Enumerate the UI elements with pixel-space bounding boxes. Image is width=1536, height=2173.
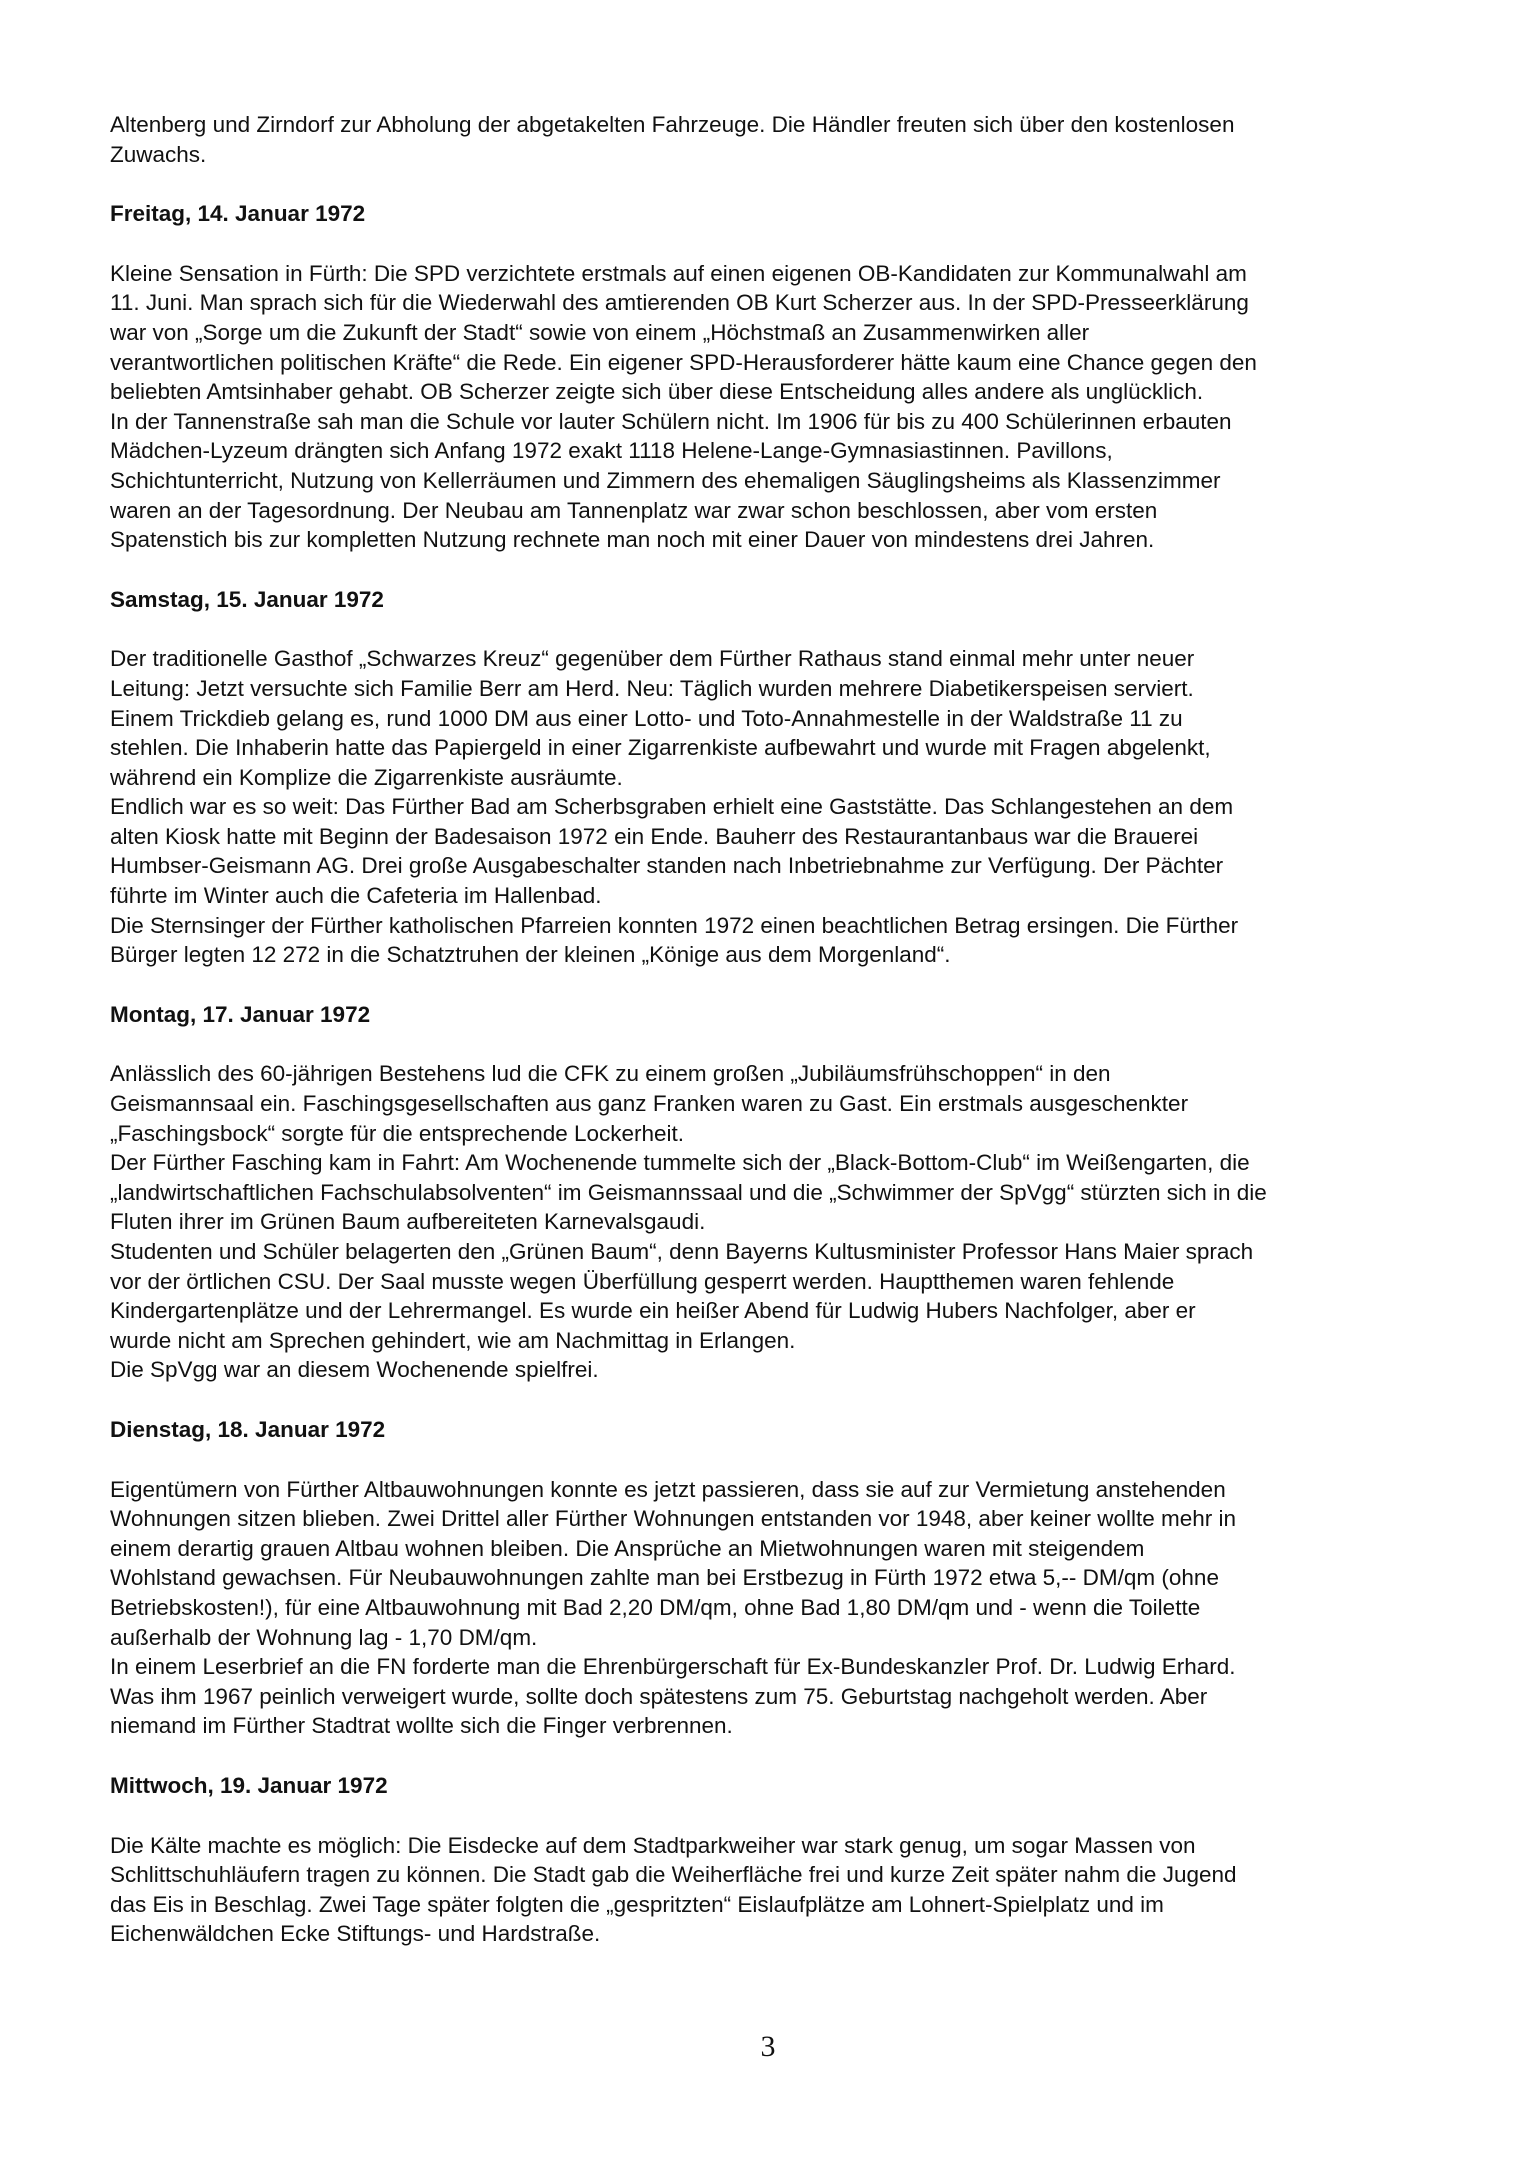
section-heading: Montag, 17. Januar 1972 (110, 1001, 371, 1027)
section-body (110, 1475, 1430, 1741)
text-line: 11. Juni. Man sprach sich für die Wiederwahl des amtierenden OB Kurt Scherzer aus. In der SPD-Presseerklärung (110, 290, 1249, 316)
text-line: Eichenwäldchen Ecke Stiftungs- und Hardstraße. (110, 1921, 601, 1947)
section-dienstag (110, 1415, 1430, 1741)
text-line: „landwirtschaftlichen Fachschulabsolventen“ im Geismannssaal und die „Schwimmer der SpVgg“ stürzten sich in die (110, 1179, 1267, 1205)
text-line: Einem Trickdieb gelang es, rund 1000 DM aus einer Lotto- und Toto-Annahmestelle in der Waldstraße 11 zu (110, 705, 1183, 731)
text-line: verantwortlichen politischen Kräfte“ die Rede. Ein eigener SPD-Herausforderer hätte kaum eine Chance gegen den (110, 349, 1257, 375)
text-line: einem derartig grauen Altbau wohnen bleiben. Die Ansprüche an Mietwohnungen waren mit steigendem (110, 1535, 1145, 1561)
text-line: Leitung: Jetzt versuchte sich Familie Berr am Herd. Neu: Täglich wurden mehrere Diabetikerspeisen serviert. (110, 675, 1194, 701)
text-line: während ein Komplize die Zigarrenkiste ausräumte. (110, 764, 623, 790)
section-body (110, 644, 1430, 970)
text-line: wurde nicht am Sprechen gehindert, wie am Nachmittag in Erlangen. (110, 1327, 796, 1353)
section-heading: Freitag, 14. Januar 1972 (110, 201, 366, 227)
section-body (110, 1831, 1430, 1949)
text-line: Die Kälte machte es möglich: Die Eisdecke auf dem Stadtparkweiher war stark genug, um sogar Massen von (110, 1832, 1196, 1858)
text-line: führte im Winter auch die Cafeteria im Hallenbad. (110, 883, 602, 909)
text-line: Bürger legten 12 272 in die Schatztruhen der kleinen „Könige aus dem Morgenland“. (110, 942, 951, 968)
section-heading: Mittwoch, 19. Januar 1972 (110, 1772, 388, 1798)
text-line: Mädchen-Lyzeum drängten sich Anfang 1972 exakt 1118 Helene-Lange-Gymnasiastinnen. Pavillons, (110, 438, 1113, 464)
text-line: Der traditionelle Gasthof „Schwarzes Kreuz“ gegenüber dem Fürther Rathaus stand einmal mehr unter neuer (110, 646, 1195, 672)
text-line: Betriebskosten!), für eine Altbauwohnung mit Bad 2,20 DM/qm, ohne Bad 1,80 DM/qm und - wenn die Toilette (110, 1594, 1201, 1620)
text-line: Der Fürther Fasching kam in Fahrt: Am Wochenende tummelte sich der „Black-Bottom-Club“ im Weißengarten, die (110, 1150, 1250, 1176)
text-line: Die SpVgg war an diesem Wochenende spielfrei. (110, 1357, 599, 1383)
text-line: Anlässlich des 60-jährigen Bestehens lud die CFK zu einem großen „Jubiläumsfrühschoppen“ in den (110, 1061, 1111, 1087)
text-line: Spatenstich bis zur kompletten Nutzung rechnete man noch mit einer Dauer von mindestens drei Jahren. (110, 527, 1155, 553)
text-line: vor der örtlichen CSU. Der Saal musste wegen Überfüllung gesperrt werden. Hauptthemen waren fehlende (110, 1268, 1175, 1294)
text-line: alten Kiosk hatte mit Beginn der Badesaison 1972 ein Ende. Bauherr des Restaurantanbaus war die Brauerei (110, 823, 1199, 849)
text-line: Was ihm 1967 peinlich verweigert wurde, sollte doch spätestens zum 75. Geburtstag nachgeholt werden. Aber (110, 1683, 1208, 1709)
text-line: Fluten ihrer im Grünen Baum aufbereiteten Karnevalsgaudi. (110, 1209, 706, 1235)
text-line: war von „Sorge um die Zukunft der Stadt“ sowie von einem „Höchstmaß an Zusammenwirken aller (110, 319, 1090, 345)
text-line: In der Tannenstraße sah man die Schule vor lauter Schülern nicht. Im 1906 für bis zu 400 Schülerinnen erbauten (110, 408, 1232, 434)
section-freitag (110, 199, 1430, 555)
text-line: Kindergartenplätze und der Lehrermangel. Es wurde ein heißer Abend für Ludwig Hubers Nachfolger, aber er (110, 1298, 1196, 1324)
section-heading: Dienstag, 18. Januar 1972 (110, 1416, 386, 1442)
text-line: waren an der Tagesordnung. Der Neubau am Tannenplatz war zwar schon beschlossen, aber vom ersten (110, 497, 1158, 523)
text-line: Kleine Sensation in Fürth: Die SPD verzichtete erstmals auf einen eigenen OB-Kandidaten zur Kommunalwahl am (110, 260, 1247, 286)
text-line: Die Sternsinger der Fürther katholischen Pfarreien konnten 1972 einen beachtlichen Betrag ersingen. Die Fürther (110, 912, 1239, 938)
page-number: 3 (760, 2030, 776, 2063)
section-samstag (110, 585, 1430, 970)
text-line: Geismannsaal ein. Faschingsgesellschaften aus ganz Franken waren zu Gast. Ein erstmals ausgeschenkter (110, 1091, 1189, 1117)
text-line: niemand im Fürther Stadtrat wollte sich die Finger verbrennen. (110, 1713, 733, 1739)
text-line: Wohlstand gewachsen. Für Neubauwohnungen zahlte man bei Erstbezug in Fürth 1972 etwa 5,-- DM/qm (ohne (110, 1565, 1219, 1591)
text-line: Eigentümern von Fürther Altbauwohnungen konnte es jetzt passieren, dass sie auf zur Vermietung anstehenden (110, 1476, 1226, 1502)
section-montag (110, 1000, 1430, 1385)
intro-paragraph (110, 110, 1430, 169)
text-line: Altenberg und Zirndorf zur Abholung der abgetakelten Fahrzeuge. Die Händler freuten sich über den kostenlosen (110, 112, 1235, 137)
section-body (110, 259, 1430, 555)
text-line: stehlen. Die Inhaberin hatte das Papiergeld in einer Zigarrenkiste aufbewahrt und wurde mit Fragen abgelenkt, (110, 735, 1211, 761)
text-line: außerhalb der Wohnung lag - 1,70 DM/qm. (110, 1624, 538, 1650)
text-line: beliebten Amtsinhaber gehabt. OB Scherzer zeigte sich über diese Entscheidung alles andere als unglücklich. (110, 379, 1204, 405)
section-mittwoch (110, 1771, 1430, 1949)
text-line: Schichtunterricht, Nutzung von Kellerräumen und Zimmern des ehemaligen Säuglingsheims als Klassenzimmer (110, 467, 1221, 493)
document-page (110, 110, 1430, 1949)
text-line: Zuwachs. (110, 141, 207, 167)
text-line: Humbser-Geismann AG. Drei große Ausgabeschalter standen nach Inbetriebnahme zur Verfügung. Der Pächter (110, 853, 1224, 879)
text-line: „Faschingsbock“ sorgte für die entsprechende Lockerheit. (110, 1120, 685, 1146)
text-line: Endlich war es so weit: Das Fürther Bad am Scherbsgraben erhielt eine Gaststätte. Das Schlangestehen an dem (110, 794, 1234, 820)
section-heading: Samstag, 15. Januar 1972 (110, 586, 384, 612)
text-line: In einem Leserbrief an die FN forderte man die Ehrenbürgerschaft für Ex-Bundeskanzler Prof. Dr. Ludwig Erhard. (110, 1654, 1236, 1680)
text-line: Schlittschuhläufern tragen zu können. Die Stadt gab die Weiherfläche frei und kurze Zeit später nahm die Jugend (110, 1862, 1237, 1888)
text-line: das Eis in Beschlag. Zwei Tage später folgten die „gespritzten“ Eislaufplätze am Lohnert-Spielplatz und im (110, 1891, 1164, 1917)
text-line: Studenten und Schüler belagerten den „Grünen Baum“, denn Bayerns Kultusminister Professor Hans Maier sprach (110, 1239, 1254, 1264)
text-line: Wohnungen sitzen blieben. Zwei Drittel aller Fürther Wohnungen entstanden vor 1948, aber keiner wollte mehr in (110, 1506, 1237, 1532)
section-body (110, 1059, 1430, 1385)
